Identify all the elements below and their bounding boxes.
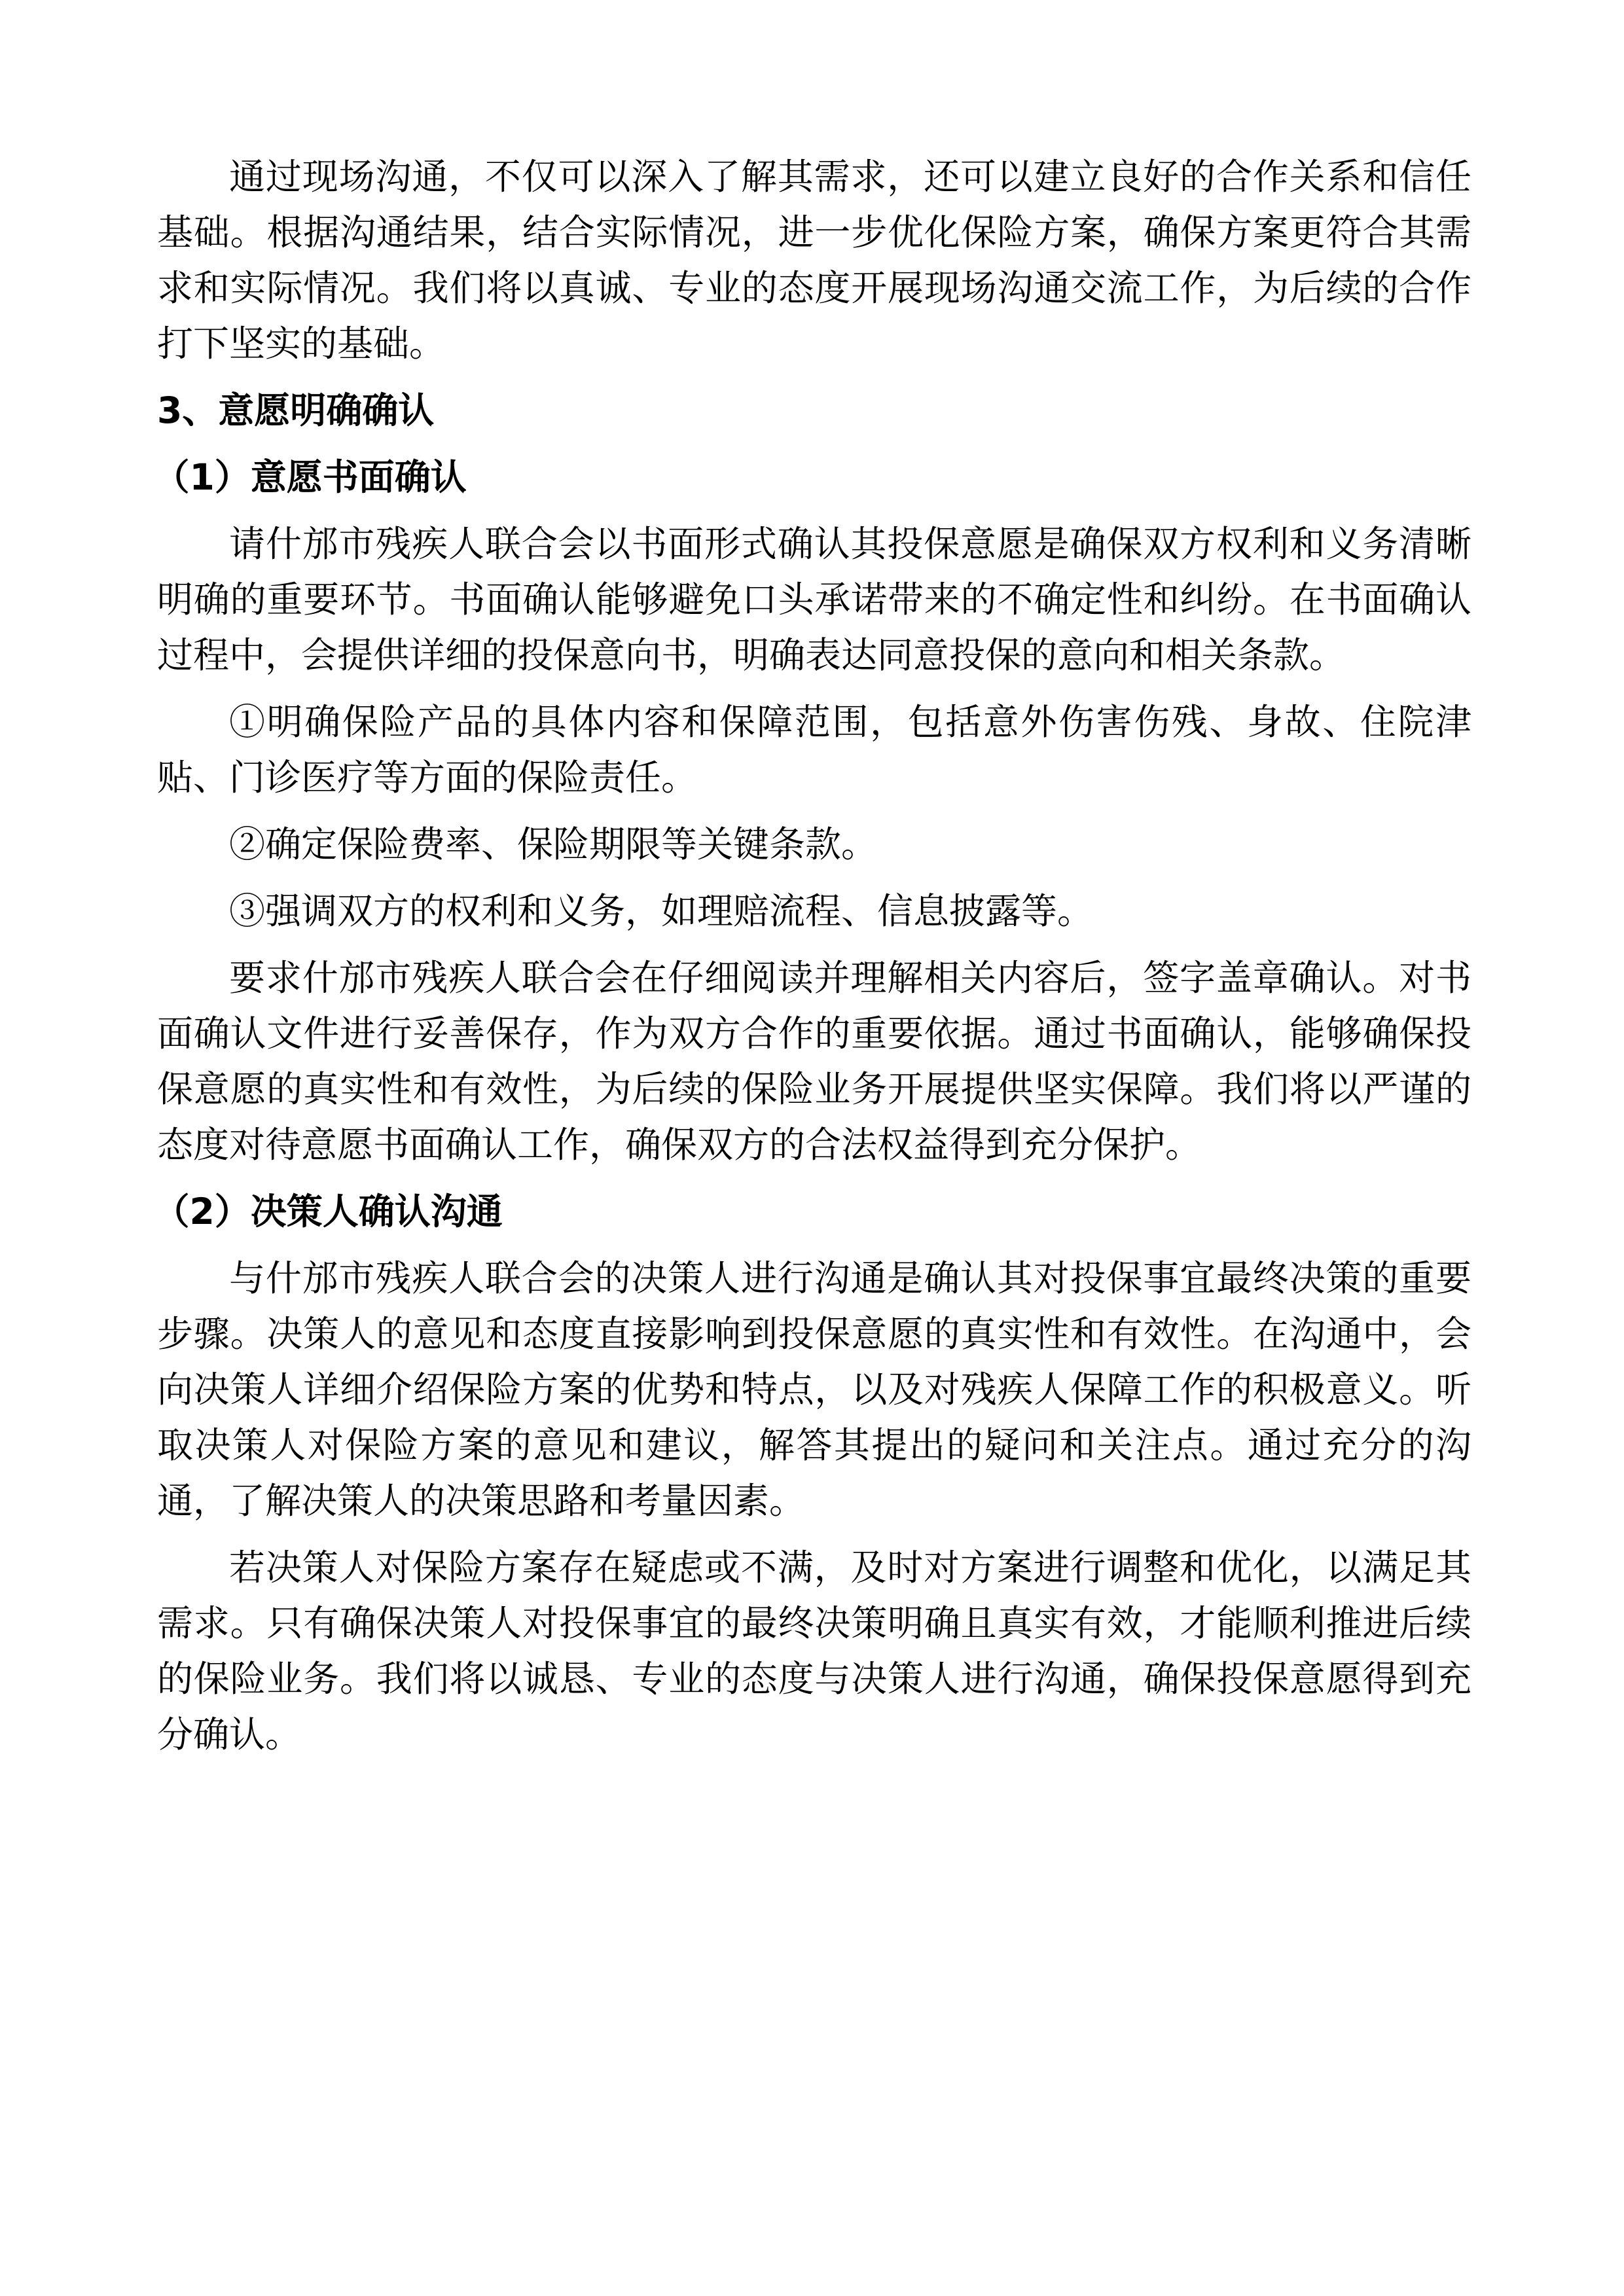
paragraph-adjustment: 若决策人对保险方案存在疑虑或不满，及时对方案进行调整和优化，以满足其需求。只有确保决策人对投保事宜的最终决策明确且真实有效，才能顺利推进后续的保险业务。我们将以诚恳、专业的态度与决策人进行沟通，确保投保意愿得到充分确认。 [157,1547,1471,1755]
paragraph-signing: 要求什邡市残疾人联合会在仔细阅读并理解相关内容后，签字盖章确认。对书面确认文件进行妥善保存，作为双方合作的重要依据。通过书面确认，能够确保投保意愿的真实性和有效性，为后续的保险业务开展提供坚实保障。我们将以严谨的态度对待意愿书面确认工作，确保双方的合法权益得到充分保护。 [157,957,1471,1166]
list-item-1: ①明确保险产品的具体内容和保障范围，包括意外伤害伤残、身故、住院津贴、门诊医疗等方面的保险责任。 [157,701,1471,798]
subheading-written-confirmation: （1）意愿书面确认 [153,456,467,498]
paragraph-written-confirmation: 请什邡市残疾人联合会以书面形式确认其投保意愿是确保双方权利和义务清晰明确的重要环节。书面确认能够避免口头承诺带来的不确定性和纠纷。在书面确认过程中，会提供详细的投保意向书，明确表达同意投保的意向和相关条款。 [157,523,1471,676]
list-item-2: ②确定保险费率、保险期限等关键条款。 [229,823,878,865]
list-item-3: ③强调双方的权利和义务，如理赔流程、信息披露等。 [229,890,1094,932]
document-page [153,149,1471,1774]
paragraph-onsite-communication: 通过现场沟通，不仅可以深入了解其需求，还可以建立良好的合作关系和信任基础。根据沟通结果，结合实际情况，进一步优化保险方案，确保方案更符合其需求和实际情况。我们将以真诚、专业的态度开展现场沟通交流工作，为后续的合作打下坚实的基础。 [157,156,1471,365]
section-heading-intent-confirmation: 3、意愿明确确认 [157,389,435,431]
paragraph-decision-maker: 与什邡市残疾人联合会的决策人进行沟通是确认其对投保事宜最终决策的重要步骤。决策人的意见和态度直接影响到投保意愿的真实性和有效性。在沟通中，会向决策人详细介绍保险方案的优势和特点，以及对残疾人保障工作的积极意义。听取决策人对保险方案的意见和建议，解答其提出的疑问和关注点。通过充分的沟通，了解决策人的决策思路和考量因素。 [157,1257,1471,1522]
subheading-decision-maker: （2）决策人确认沟通 [153,1191,503,1232]
